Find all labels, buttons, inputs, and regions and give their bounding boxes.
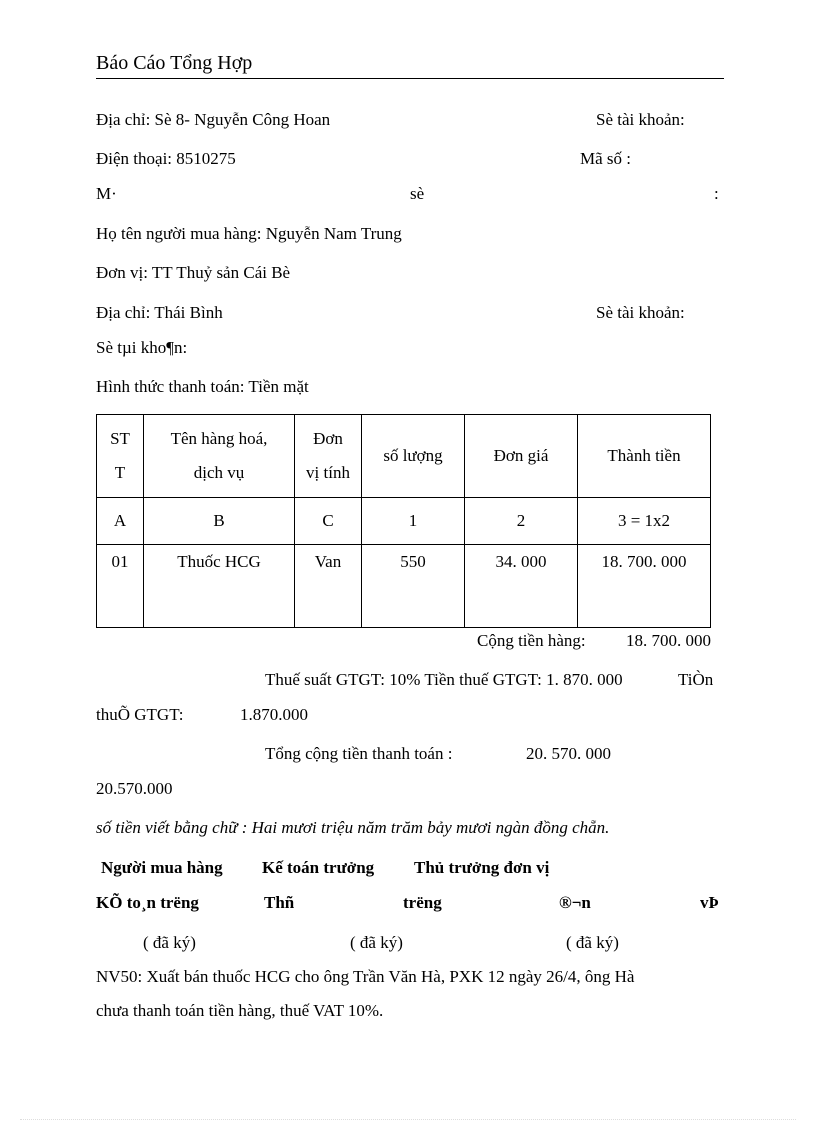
- sig-signed-buyer: ( đã ký): [143, 933, 196, 952]
- page-title: Báo Cáo Tổng Hợp: [96, 52, 253, 74]
- table-header-row: [97, 415, 711, 498]
- col-header-stt: [97, 415, 144, 498]
- buyer-address: Địa chỉ: Thái Bình: [96, 303, 223, 322]
- grand-total-label: Tổng cộng tiền thanh toán :: [265, 744, 453, 763]
- header-stt-text: ST T: [110, 429, 130, 482]
- cell-stt: 01: [97, 545, 144, 628]
- col-header-price: [465, 415, 578, 498]
- payment-method: Hình thức thanh toán: Tiền mặt: [96, 377, 309, 396]
- goods-total-label: Cộng tiền hàng:: [477, 631, 586, 650]
- code-cell: C: [295, 498, 362, 545]
- header-divider: [96, 78, 724, 79]
- note-line-1: NV50: Xuất bán thuốc HCG cho ông Trần Văn Hà, PXK 12 ngày 26/4, ông Hà: [96, 967, 635, 986]
- header-price-text: Đơn giá: [493, 446, 549, 465]
- header-unit-text: Đơn vị tính: [306, 429, 350, 482]
- sig-garbled: KÕ to¸n trëng: [96, 893, 199, 912]
- cell-unit-price: 34. 000: [465, 545, 578, 628]
- buyer-name: Họ tên người mua hàng: Nguyễn Nam Trung: [96, 224, 402, 243]
- code-cell: 1: [362, 498, 465, 545]
- header-amount-text: Thành tiền: [607, 446, 681, 465]
- sig-signed-head: ( đã ký): [566, 933, 619, 952]
- code-cell: 2: [465, 498, 578, 545]
- cell-item-name: Thuốc HCG: [144, 545, 295, 628]
- sig-garbled: ®¬n: [559, 893, 591, 912]
- cell-unit: Van: [295, 545, 362, 628]
- garbled-se: sè: [410, 184, 425, 203]
- header-qty-text: số lượng: [383, 446, 443, 465]
- table-code-row: [97, 498, 711, 545]
- buyer-unit: Đơn vị: TT Thuỷ sản Cái Bè: [96, 263, 291, 282]
- goods-total-value: 18. 700. 000: [626, 631, 711, 650]
- vat-line: Thuế suất GTGT: 10% Tiền thuế GTGT: 1. 870. 000: [265, 670, 623, 689]
- invoice-table: [96, 414, 711, 628]
- seller-tax-code: Mã số :: [580, 149, 631, 168]
- code-cell: B: [144, 498, 295, 545]
- seller-account: Sè tài khoản:: [596, 110, 685, 129]
- col-header-qty: [362, 415, 465, 498]
- sig-buyer-title: Người mua hàng: [101, 858, 223, 877]
- buyer-account: Sè tài khoản:: [596, 303, 685, 322]
- grand-total-value-2: 20.570.000: [96, 779, 173, 798]
- col-header-amount: [578, 415, 711, 498]
- col-header-unit: [295, 415, 362, 498]
- code-cell: 3 = 1x2: [578, 498, 711, 545]
- seller-address: Địa chỉ: Sè 8- Nguyễn Công Hoan: [96, 110, 331, 129]
- garbled-colon: :: [714, 184, 719, 203]
- amount-in-words: số tiền viết bằng chữ : Hai mươi triệu năm trăm bảy mươi ngàn đồng chẵn.: [96, 818, 610, 837]
- table-row: [97, 545, 711, 628]
- seller-phone: Điện thoại: 8510275: [96, 149, 236, 168]
- grand-total-value: 20. 570. 000: [526, 744, 611, 763]
- sig-garbled: vÞ: [700, 893, 719, 912]
- buyer-account-garbled: Sè tµi kho¶n:: [96, 338, 188, 357]
- col-header-name: [144, 415, 295, 498]
- sig-signed-accountant: ( đã ký): [350, 933, 403, 952]
- sig-accountant-title: Kế toán trưởng: [262, 858, 375, 877]
- vat-line2-label: thuÕ GTGT:: [96, 705, 184, 724]
- vat-line2-value: 1.870.000: [240, 705, 308, 724]
- cell-amount: 18. 700. 000: [578, 545, 711, 628]
- garbled-m: M·: [96, 184, 117, 203]
- code-cell: A: [97, 498, 144, 545]
- sig-garbled: Thñ: [264, 893, 295, 912]
- vat-garbled: TiÒn: [678, 670, 714, 689]
- page-bottom-divider: [20, 1119, 796, 1120]
- header-name-text: Tên hàng hoá, dịch vụ: [170, 429, 268, 482]
- note-line-2: chưa thanh toán tiền hàng, thuế VAT 10%.: [96, 1001, 384, 1020]
- cell-quantity: 550: [362, 545, 465, 628]
- sig-garbled: trëng: [403, 893, 442, 912]
- sig-head-title: Thủ trưởng đơn vị: [414, 858, 550, 877]
